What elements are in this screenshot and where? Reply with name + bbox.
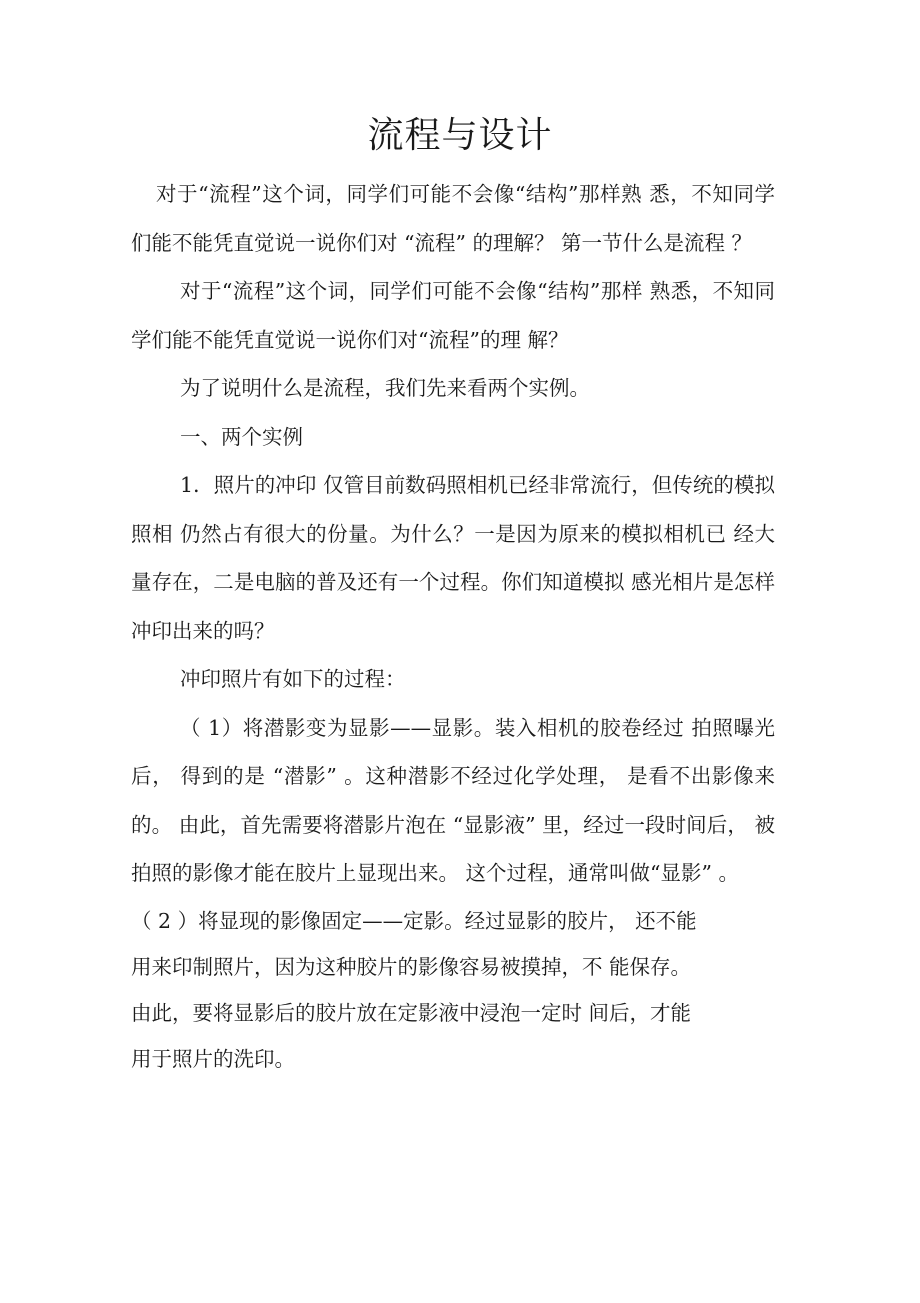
line-step-fix-2: 用来印制照片，因为这种胶片的影像容易被摸掉，不 能保存。 <box>131 954 692 979</box>
paragraph-purpose: 为了说明什么是流程，我们先来看两个实例。 <box>180 376 590 400</box>
line-step-fix-4: 用于照片的洗印。 <box>131 1046 295 1071</box>
paragraph-intro-repeat: 对于“流程”这个词，同学们可能不会像“结构”那样 熟悉，不知同学们能不能凭直觉说一说你们对“流程”的理 解？ <box>131 279 775 352</box>
section-heading-examples: 一、两个实例 <box>180 424 303 449</box>
paragraph-intro: 对于“流程”这个词，同学们可能不会像“结构”那样熟 悉，不知同学们能不能凭直觉说一说你们对 “流程” 的理解？ 第一节什么是流程 ？ <box>131 182 775 255</box>
document-title: 流程与设计 <box>367 115 553 156</box>
paragraph-process-intro: 冲印照片有如下的过程： <box>180 667 406 691</box>
paragraph-step-develop: （ 1）将潜影变为显影——显影。装入相机的胶卷经过 拍照曝光后， 得到的是 “潜影” 。这种潜影不经过化学处理， 是看不出影像来的。 由此，首先需要将潜影片泡在 “显影液” 里，经过一段时间后， 被拍照的影像才能在胶片上显现出来。 这个过程，通常叫做“显影” 。 <box>131 715 775 885</box>
line-step-fix-3: 由此，要将显影后的胶片放在定影液中浸泡一定时 间后，才能 <box>131 1000 692 1025</box>
document-body <box>131 170 775 1082</box>
line-step-fix-1: （ 2 ）将显现的影像固定——定影。经过显影的胶片， 还不能 <box>131 908 697 933</box>
paragraph-photo-printing: 1．照片的冲印 仅管目前数码照相机已经非常流行，但传统的模拟照相 仍然占有很大的份量。为什么？一是因为原来的模拟相机已 经大量存在，二是电脑的普及还有一个过程。你们知道模拟 感光相片是怎样冲印出来的吗？ <box>131 473 775 643</box>
